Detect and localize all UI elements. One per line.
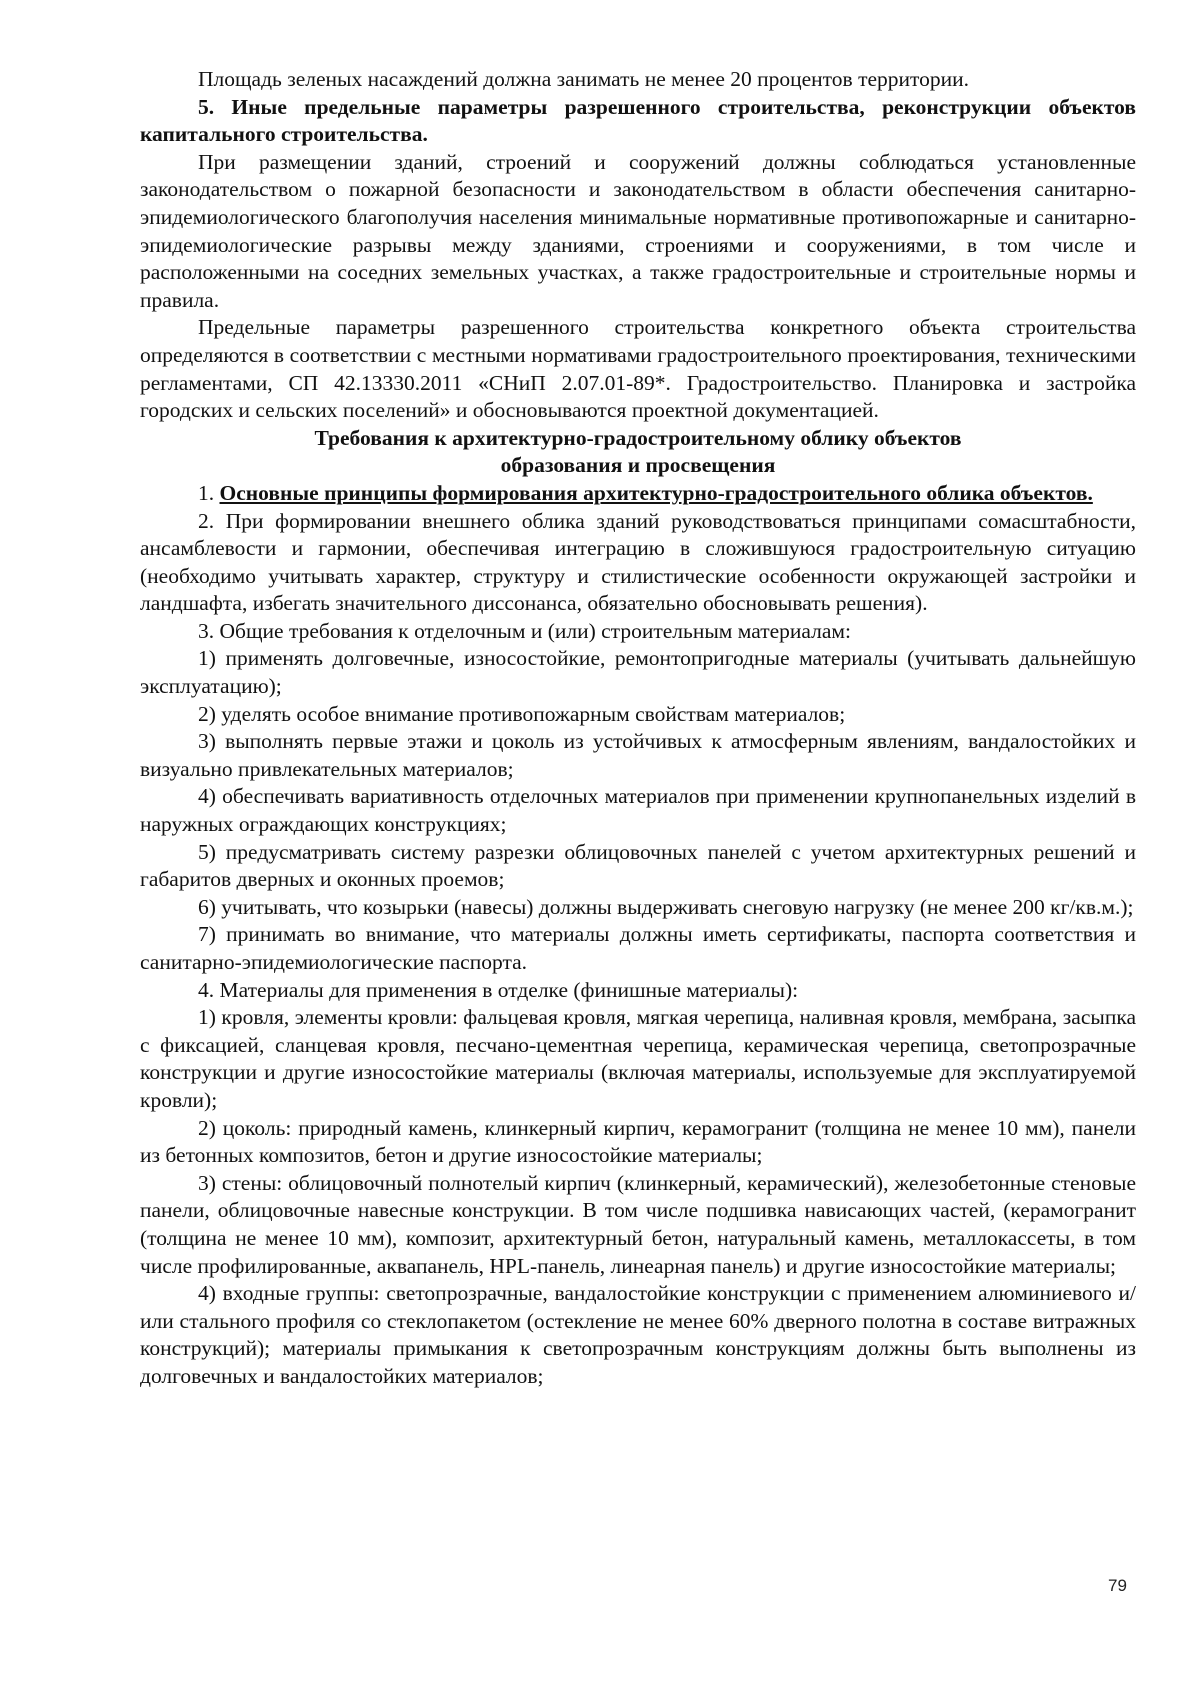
list-item-roofing: 1) кровля, элементы кровли: фальцевая кровля, мягкая черепица, наливная кровля, мембрана, засыпка с фиксацией, сланцевая кровля, песчано-цементная черепица, керамическая черепица, светопрозрачные конструкции и другие износостойкие материалы (включая материалы, используемые для эксплуатируемой кровли); [140,1005,1136,1112]
section-title-line-2: образования и просвещения [500,453,776,478]
list-item-plinth: 2) цоколь: природный камень, клинкерный кирпич, керамогранит (толщина не менее 10 мм), панели из бетонных композитов, бетон и другие износостойкие материалы; [140,1115,1136,1168]
list-item-material-variety: 4) обеспечивать вариативность отделочных материалов при применении крупнопанельных изделий в наружных ограждающих конструкциях; [140,784,1136,837]
item-2-appearance: 2. При формировании внешнего облика зданий руководствоваться принципами сомасштабности, ансамблевости и гармонии, обеспечивая интеграцию в сложившуюся градостроительную ситуацию (необходимо учитывать характер, структуру и стилистические особенности окружающей застройки и ландшафта, избегать значительного диссонанса, обязательно обосновывать решения). [140,508,1136,616]
page-number: 79 [1108,1576,1127,1595]
list-item-snow-load: 6) учитывать, что козырьки (навесы) должны выдерживать снеговую нагрузку (не менее 200 кг/кв.м.); [198,894,1134,919]
document-page [140,66,1136,1391]
item-1-number: 1. [198,480,215,505]
list-item-panel-cutting: 5) предусматривать систему разрезки облицовочных панелей с учетом архитектурных решений и габаритов дверных и оконных проемов; [140,839,1136,892]
item-1-principles [140,480,1136,508]
list-item-walls: 3) стены: облицовочный полнотелый кирпич (клинкерный, керамический), железобетонные стеновые панели, облицовочные навесные конструкции. В том числе подшивка нависающих частей, (керамогранит (толщина не менее 10 мм), композит, архитектурный бетон, натуральный камень, металлокассеты, в том числе профилированные, аквапанель, HPL-панель, линеарная панель) и другие износостойкие материалы; [140,1170,1136,1278]
section-5-heading: 5. Иные предельные параметры разрешенного строительства, реконструкции объектов капитального строительства. [140,94,1136,147]
list-item-ground-floors: 3) выполнять первые этажи и цоколь из устойчивых к атмосферным явлениям, вандалостойких и визуально привлекательных материалов; [140,729,1136,781]
paragraph-placement-requirements: При размещении зданий, строений и сооружений должны соблюдаться установленные законодательством о пожарной безопасности и законодательством в области обеспечения санитарно-эпидемиологического благополучия населения минимальные нормативные противопожарные и санитарно-эпидемиологические разрывы между зданиями, строениями и сооружениями, в том числе и расположенными на соседних земельных участках, а также градостроительные и строительные нормы и правила. [140,149,1136,312]
item-3-general-requirements: 3. Общие требования к отделочным и (или) строительным материалам: [198,618,851,643]
list-item-fire-properties: 2) уделять особое внимание противопожарным свойствам материалов; [198,701,846,726]
list-item-certificates: 7) принимать во внимание, что материалы должны иметь сертификаты, паспорта соответствия и санитарно-эпидемиологические паспорта. [140,922,1136,974]
list-item-durable-materials: 1) применять долговечные, износостойкие, ремонтопригодные материалы (учитывать дальнейшую эксплуатацию); [140,646,1136,699]
section-title-line-1: Требования к архитектурно-градостроительному облику объектов [314,425,962,450]
paragraph-limit-parameters: Предельные параметры разрешенного строительства конкретного объекта строительства определяются в соответствии с местными нормативами градостроительного проектирования, техническими регламентами, СП 42.13330.2011 «СНиП 2.07.01-89*. Градостроительство. Планировка и застройка городских и сельских поселений» и обосновываются проектной документацией. [140,315,1136,423]
paragraph-green-area: Площадь зеленых насаждений должна занимать не менее 20 процентов территории. [198,67,970,91]
list-item-entrance-groups: 4) входные группы: светопрозрачные, вандалостойкие конструкции с применением алюминиевого и/или стального профиля со стеклопакетом (остекление не менее 60% дверного полотна в составе витражных конструкций); материалы примыкания к светопрозрачным конструкциям должны быть выполнены из долговечных и вандалостойких материалов; [140,1281,1136,1388]
item-4-finishing-materials: 4. Материалы для применения в отделке (финишные материалы): [198,977,799,1002]
item-1-title: Основные принципы формирования архитектурно-градостроительного облика объектов. [219,480,1093,505]
